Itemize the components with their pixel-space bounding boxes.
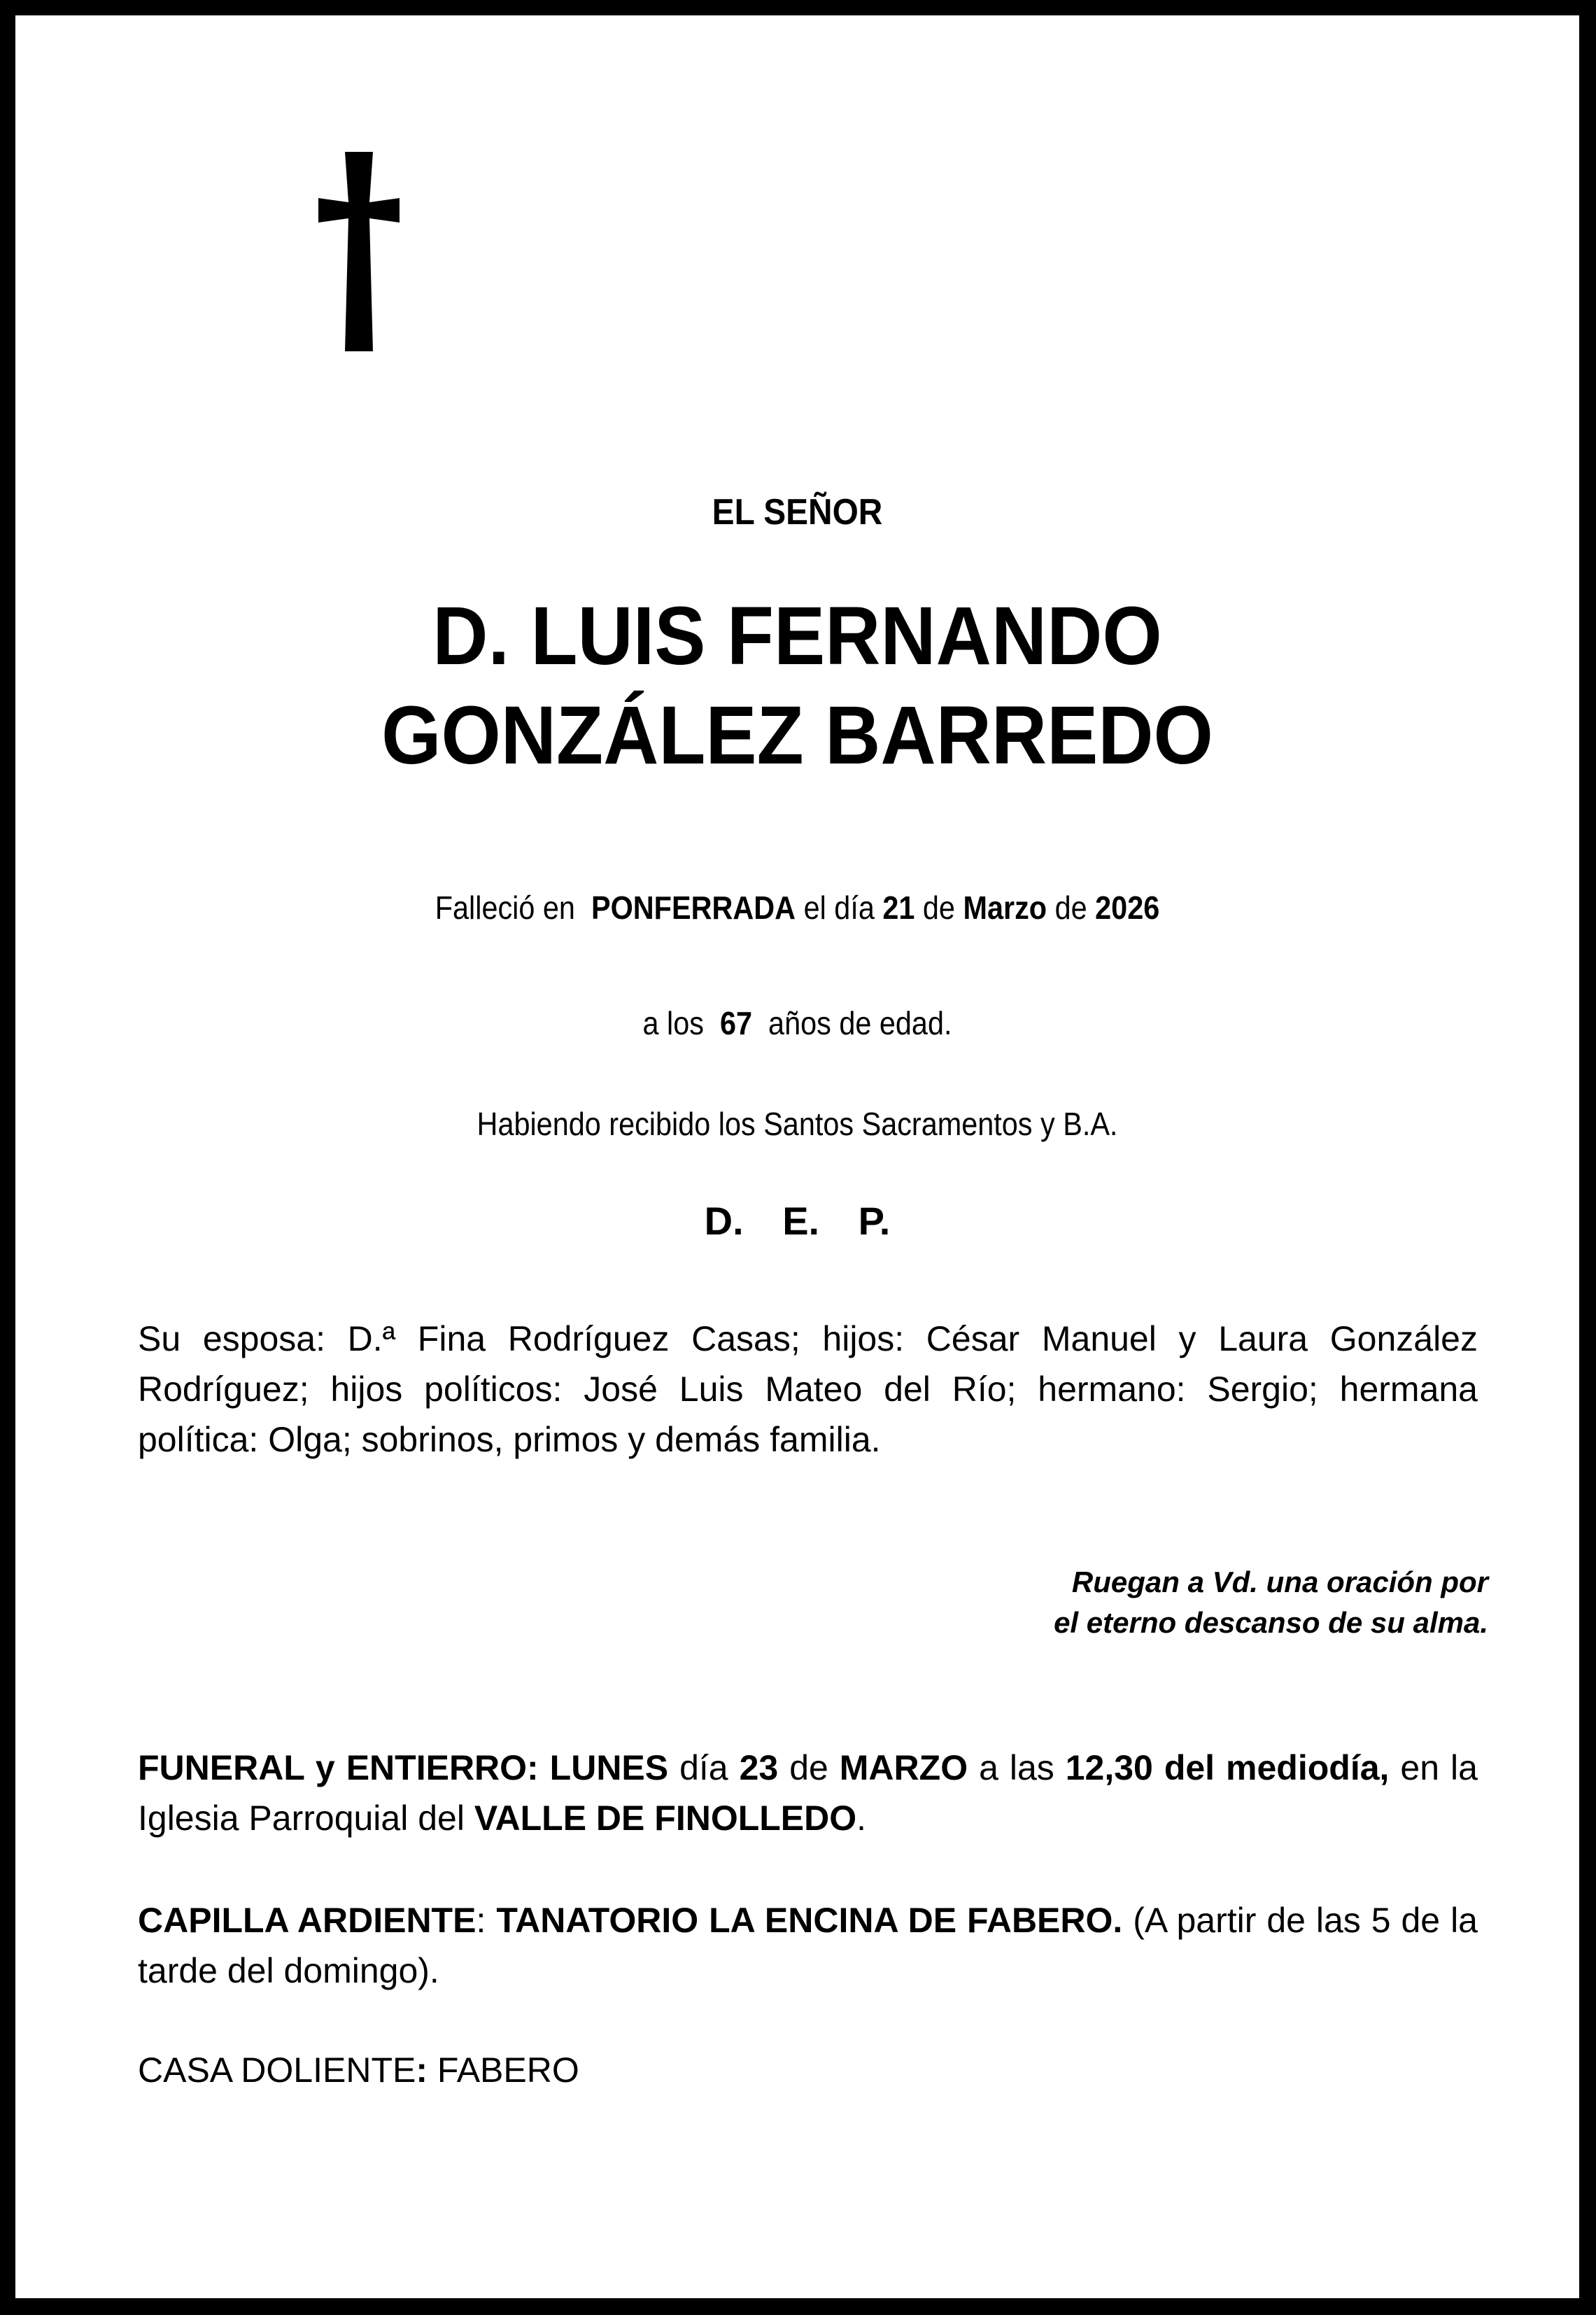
chapel-label: CAPILLA ARDIENTE: [138, 1901, 476, 1940]
sacraments-line: Habiendo recibido los Santos Sacramentos y B.A.: [476, 1106, 1118, 1142]
chapel-note: (A partir de las 5 de la tarde del domingo).: [138, 1901, 1478, 1990]
funeral-paragraph: [138, 1743, 1478, 1843]
death-month-prefix: de: [922, 889, 955, 926]
house-sep: :: [416, 2050, 428, 2090]
funeral-day-prefix: día: [679, 1748, 728, 1787]
age-value: 67: [719, 1005, 753, 1041]
chapel-sep: :: [476, 1901, 486, 1940]
honorific-label: EL SEÑOR: [712, 492, 883, 533]
death-details: [94, 889, 1502, 927]
age-line: [94, 1004, 1502, 1042]
death-month: Marzo: [963, 889, 1047, 926]
deceased-name-line1: D. LUIS FERNANDO: [432, 590, 1162, 682]
death-place: PONFERRADA: [591, 889, 796, 926]
house-label: CASA DOLIENTE: [138, 2050, 416, 2090]
death-day: 21: [882, 889, 915, 926]
age-prefix: a los: [642, 1005, 704, 1041]
prayer-request: [1054, 1562, 1488, 1643]
rip-label: D. E. P.: [704, 1199, 891, 1243]
family-paragraph: Su esposa: D.ª Fina Rodríguez Casas; hijos: César Manuel y Laura González Rodríguez; hijos políticos: José Luis Mateo del Río; hermano: Sergio; hermana política: Olga; sobrinos, primos y demás familia.: [138, 1319, 1478, 1459]
funeral-place-prefix: en la Iglesia Parroquial del: [138, 1748, 1478, 1838]
house-paragraph: [138, 2045, 1478, 2095]
obituary-page: [15, 15, 1579, 2298]
funeral-place: VALLE DE FINOLLEDO: [474, 1799, 857, 1838]
funeral-month: MARZO: [839, 1748, 968, 1787]
death-year: 2026: [1095, 889, 1160, 926]
chapel-paragraph: [138, 1895, 1478, 1996]
funeral-label: FUNERAL y ENTIERRO: LUNES: [138, 1748, 669, 1787]
death-day-prefix: el día: [803, 889, 875, 926]
prayer-line2: el eterno descanso de su alma.: [1054, 1606, 1488, 1639]
latin-cross-icon: [306, 152, 418, 351]
funeral-day: 23: [739, 1748, 779, 1787]
funeral-time-prefix: a las: [979, 1748, 1054, 1787]
funeral-time: 12,30 del mediodía,: [1065, 1748, 1390, 1787]
death-year-prefix: de: [1054, 889, 1087, 926]
funeral-month-prefix: de: [789, 1748, 828, 1787]
funeral-end: .: [856, 1799, 867, 1838]
prayer-line1: Ruegan a Vd. una oración por: [1071, 1565, 1488, 1598]
chapel-place: TANATORIO LA ENCINA DE FABERO.: [496, 1901, 1123, 1940]
house-place: FABERO: [437, 2050, 579, 2090]
age-suffix: años de edad.: [768, 1005, 952, 1041]
death-prefix: Falleció en: [435, 889, 575, 926]
deceased-name-line2: GONZÁLEZ BARREDO: [381, 689, 1213, 782]
